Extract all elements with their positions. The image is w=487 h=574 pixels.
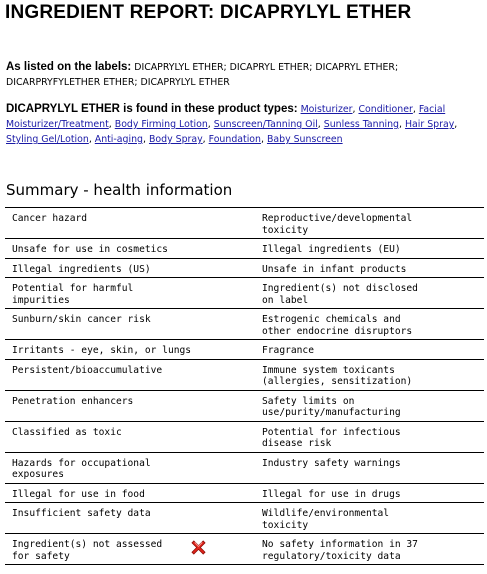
product-types-links: Moisturizer, Conditioner, Facial Moisturizer/Treatment, Body Firming Lotion, Sunscreen/Tanning Oil, Sunless Tanning, Hair Spray, Styling Gel/Lotion, Anti-aging, Body Spray, Foundation, Baby Sunscreen [6, 104, 458, 145]
product-type-link[interactable]: Sunless Tanning [323, 119, 400, 130]
product-type-link[interactable]: Moisturizer [300, 104, 353, 115]
health-concern-left: Hazards for occupational exposures [12, 457, 151, 480]
health-concern-right: Ingredient(s) not disclosed on label [262, 283, 418, 306]
health-concern-right: Safety limits on use/purity/manufacturing [262, 395, 401, 418]
product-type-link[interactable]: Foundation [208, 134, 261, 145]
product-type-link[interactable]: Styling Gel/Lotion [6, 134, 89, 145]
label-names-section [6, 60, 484, 90]
table-row [5, 208, 484, 239]
product-types-heading: DICAPRYLYL ETHER is found in these product types: [6, 103, 298, 115]
health-concern-left: Unsafe for use in cosmetics [12, 244, 168, 255]
health-concern-left: Sunburn/skin cancer risk [12, 314, 151, 325]
table-row [5, 360, 484, 391]
product-type-link[interactable]: Baby Sunscreen [266, 134, 343, 145]
health-concern-left: Irritants - eye, skin, or lungs [12, 345, 192, 356]
health-concern-left: Illegal ingredients (US) [12, 263, 151, 275]
red-x-icon [191, 540, 206, 555]
label-names-list: DICAPRYLYL ETHER; DICAPRYL ETHER; DICAPRYL ETHER; DICARPRYFYLETHER ETHER; DICAPRYLYL ETHER [6, 62, 399, 88]
product-type-link[interactable]: Conditioner [358, 104, 413, 115]
summary-heading: Summary - health information [6, 181, 233, 199]
health-concern-left: Illegal for use in food [12, 488, 145, 500]
health-concern-right: Industry safety warnings [262, 457, 401, 469]
health-concern-right: Wildlife/environmental toxicity [262, 508, 390, 531]
health-concern-right: Fragrance [262, 345, 314, 356]
product-type-link[interactable]: Hair Spray [404, 119, 455, 130]
table-row [5, 278, 484, 309]
health-concern-left: Ingredient(s) not assessed for safety [12, 539, 163, 562]
report-title: INGREDIENT REPORT: DICAPRYLYL ETHER [5, 2, 412, 23]
label-names-heading: As listed on the labels: [6, 61, 132, 73]
table-row [5, 453, 484, 484]
table-row [5, 340, 484, 360]
health-concern-right: Illegal ingredients (EU) [262, 244, 401, 255]
table-row [5, 534, 484, 565]
table-row [5, 503, 484, 534]
health-concern-left: Penetration enhancers [12, 395, 134, 407]
health-concern-left: Potential for harmful impurities [12, 283, 134, 306]
health-concern-right: Estrogenic chemicals and other endocrine disruptors [262, 314, 413, 337]
health-concern-left: Persistent/bioaccumulative [12, 364, 163, 376]
table-row [5, 422, 484, 453]
health-concern-left: Insufficient safety data [12, 508, 151, 519]
health-concern-right: Reproductive/developmental toxicity [262, 213, 413, 236]
health-concern-right: Illegal for use in drugs [262, 488, 401, 500]
health-concern-right: No safety information in 37 regulatory/toxicity data [262, 539, 418, 562]
health-concern-left: Cancer hazard [12, 213, 88, 224]
health-concern-right: Unsafe in infant products [262, 263, 407, 275]
table-row [5, 309, 484, 340]
product-types-section [6, 102, 484, 147]
health-summary-table [5, 207, 484, 565]
product-type-link[interactable]: Facial Moisturizer/Treatment [6, 104, 446, 130]
product-type-link[interactable]: Sunscreen/Tanning Oil [213, 119, 318, 130]
table-row [5, 239, 484, 259]
table-row [5, 484, 484, 504]
table-row [5, 259, 484, 279]
table-row [5, 391, 484, 422]
health-concern-left: Classified as toxic [12, 426, 122, 438]
product-type-link[interactable]: Body Spray [148, 134, 203, 145]
health-concern-right: Potential for infectious disease risk [262, 426, 401, 449]
product-type-link[interactable]: Anti-aging [94, 134, 143, 145]
health-concern-right: Immune system toxicants (allergies, sensitization) [262, 364, 413, 387]
product-type-link[interactable]: Body Firming Lotion [114, 119, 208, 130]
